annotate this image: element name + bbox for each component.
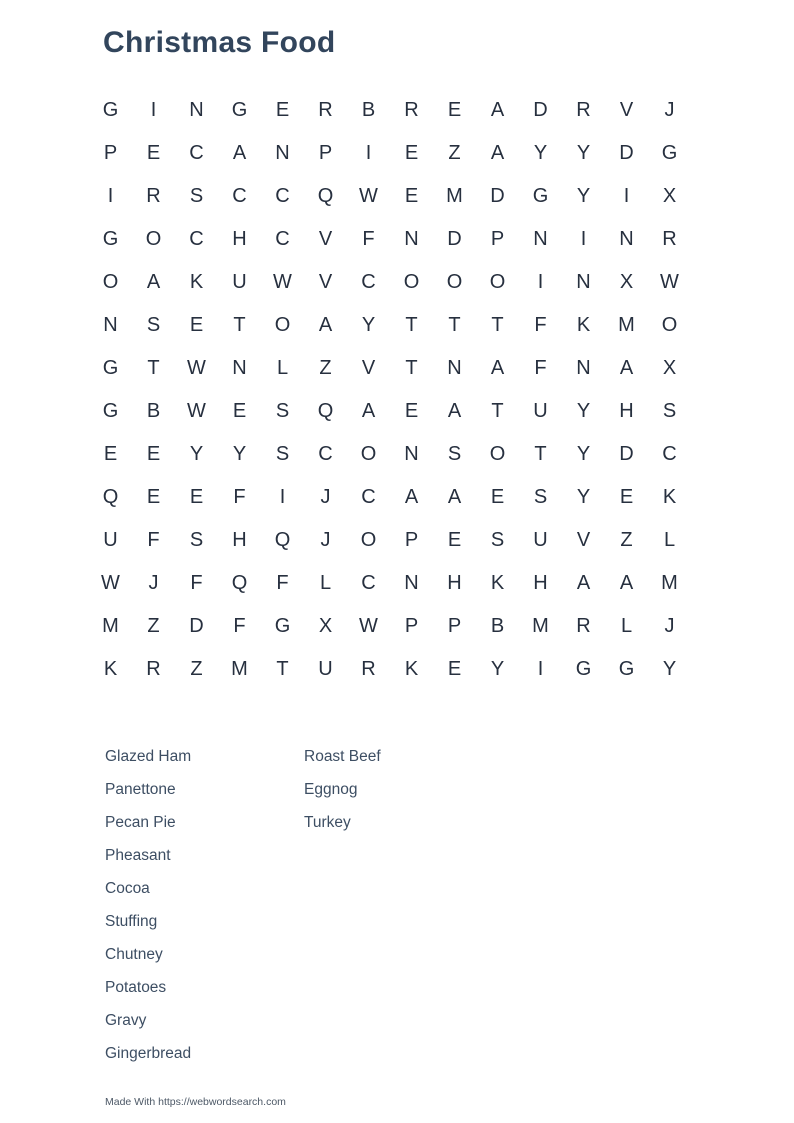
- word-list-item: Glazed Ham: [105, 747, 192, 765]
- grid-cell-r14-c14[interactable]: Y: [662, 658, 677, 680]
- grid-cell-r4-c5[interactable]: C: [275, 228, 290, 250]
- grid-cell-r13-c10[interactable]: B: [490, 615, 505, 637]
- grid-cell-r5-c8[interactable]: O: [403, 271, 420, 293]
- word-list-item: Eggnog: [304, 780, 358, 798]
- grid-cell-r6-c8[interactable]: T: [405, 314, 418, 336]
- grid-cell-r11-c5[interactable]: Q: [274, 529, 291, 551]
- grid-cell-r14-c4[interactable]: M: [231, 658, 248, 680]
- grid-cell-r9-c7[interactable]: O: [360, 443, 377, 465]
- grid-cell-r6-c6[interactable]: A: [318, 314, 333, 336]
- grid-cell-r4-c13[interactable]: N: [619, 228, 634, 250]
- grid-cell-r14-c7[interactable]: R: [361, 658, 376, 680]
- grid-cell-r13-c12[interactable]: R: [576, 615, 591, 637]
- grid-cell-r4-c2[interactable]: O: [145, 228, 162, 250]
- grid-cell-r7-c13[interactable]: A: [619, 357, 634, 379]
- grid-cell-r12-c2[interactable]: J: [148, 572, 159, 594]
- grid-cell-r13-c3[interactable]: D: [189, 615, 204, 637]
- grid-cell-r4-c11[interactable]: N: [533, 228, 548, 250]
- grid-cell-r10-c7[interactable]: C: [361, 486, 376, 508]
- grid-cell-r10-c1[interactable]: Q: [102, 486, 119, 508]
- grid-cell-r1-c8[interactable]: R: [404, 99, 419, 121]
- grid-cell-r6-c10[interactable]: T: [491, 314, 504, 336]
- grid-cell-r8-c9[interactable]: A: [447, 400, 462, 422]
- grid-cell-r14-c3[interactable]: Z: [190, 658, 203, 680]
- grid-cell-r14-c8[interactable]: K: [404, 658, 419, 680]
- grid-cell-r12-c9[interactable]: H: [447, 572, 462, 594]
- grid-cell-r5-c10[interactable]: O: [489, 271, 506, 293]
- grid-cell-r13-c2[interactable]: Z: [147, 615, 160, 637]
- grid-cell-r4-c8[interactable]: N: [404, 228, 419, 250]
- grid-cell-r6-c3[interactable]: E: [189, 314, 204, 336]
- grid-cell-r5-c13[interactable]: X: [619, 271, 634, 293]
- grid-cell-r11-c14[interactable]: L: [663, 529, 676, 551]
- grid-cell-r2-c11[interactable]: Y: [533, 142, 548, 164]
- grid-cell-r10-c12[interactable]: Y: [576, 486, 591, 508]
- grid-cell-r3-c5[interactable]: C: [275, 185, 290, 207]
- grid-cell-r13-c13[interactable]: L: [620, 615, 633, 637]
- grid-cell-r7-c11[interactable]: F: [534, 357, 547, 379]
- grid-cell-r11-c4[interactable]: H: [232, 529, 247, 551]
- grid-cell-r2-c14[interactable]: G: [661, 142, 678, 164]
- grid-cell-r11-c10[interactable]: S: [490, 529, 505, 551]
- grid-cell-r1-c14[interactable]: J: [664, 99, 675, 121]
- word-list-item: Roast Beef: [304, 747, 381, 765]
- grid-cell-r12-c11[interactable]: H: [533, 572, 548, 594]
- word-list-item: Turkey: [304, 813, 351, 831]
- grid-cell-r10-c6[interactable]: J: [320, 486, 331, 508]
- grid-cell-r5-c4[interactable]: U: [232, 271, 247, 293]
- grid-cell-r13-c5[interactable]: G: [274, 615, 291, 637]
- grid-cell-r5-c14[interactable]: W: [660, 271, 679, 293]
- grid-cell-r12-c7[interactable]: C: [361, 572, 376, 594]
- grid-cell-r12-c5[interactable]: F: [276, 572, 289, 594]
- grid-cell-r13-c4[interactable]: F: [233, 615, 246, 637]
- grid-cell-r1-c7[interactable]: B: [361, 99, 376, 121]
- word-list-item: Stuffing: [105, 912, 158, 930]
- grid-cell-r11-c1[interactable]: U: [103, 529, 118, 551]
- grid-cell-r10-c13[interactable]: E: [619, 486, 634, 508]
- grid-cell-r9-c1[interactable]: E: [103, 443, 118, 465]
- grid-cell-r11-c12[interactable]: V: [576, 529, 591, 551]
- grid-cell-r10-c11[interactable]: S: [533, 486, 548, 508]
- grid-cell-r9-c8[interactable]: N: [404, 443, 419, 465]
- grid-cell-r14-c5[interactable]: T: [276, 658, 289, 680]
- grid-cell-r5-c2[interactable]: A: [146, 271, 161, 293]
- grid-cell-r8-c5[interactable]: S: [275, 400, 290, 422]
- grid-cell-r1-c6[interactable]: R: [318, 99, 333, 121]
- grid-cell-r9-c3[interactable]: Y: [189, 443, 204, 465]
- grid-cell-r1-c4[interactable]: G: [231, 99, 248, 121]
- grid-cell-r9-c5[interactable]: S: [275, 443, 290, 465]
- grid-cell-r13-c14[interactable]: J: [664, 615, 675, 637]
- grid-cell-r5-c3[interactable]: K: [189, 271, 204, 293]
- grid-cell-r5-c11[interactable]: I: [537, 271, 544, 293]
- grid-cell-r11-c9[interactable]: E: [447, 529, 462, 551]
- grid-cell-r2-c10[interactable]: A: [490, 142, 505, 164]
- grid-cell-r14-c1[interactable]: K: [103, 658, 118, 680]
- grid-cell-r2-c13[interactable]: D: [619, 142, 634, 164]
- grid-cell-r8-c6[interactable]: Q: [317, 400, 334, 422]
- grid-cell-r8-c13[interactable]: H: [619, 400, 634, 422]
- grid-cell-r3-c13[interactable]: I: [623, 185, 630, 207]
- grid-cell-r2-c4[interactable]: A: [232, 142, 247, 164]
- grid-cell-r13-c6[interactable]: X: [318, 615, 333, 637]
- grid-cell-r7-c8[interactable]: T: [405, 357, 418, 379]
- grid-cell-r1-c12[interactable]: R: [576, 99, 591, 121]
- grid-cell-r7-c10[interactable]: A: [490, 357, 505, 379]
- grid-cell-r11-c2[interactable]: F: [147, 529, 160, 551]
- grid-cell-r4-c4[interactable]: H: [232, 228, 247, 250]
- grid-cell-r1-c11[interactable]: D: [533, 99, 548, 121]
- grid-cell-r7-c4[interactable]: N: [232, 357, 247, 379]
- grid-cell-r6-c11[interactable]: F: [534, 314, 547, 336]
- grid-cell-r8-c2[interactable]: B: [146, 400, 161, 422]
- grid-cell-r7-c2[interactable]: T: [147, 357, 160, 379]
- grid-cell-r2-c5[interactable]: N: [275, 142, 290, 164]
- grid-cell-r9-c13[interactable]: D: [619, 443, 634, 465]
- grid-cell-r2-c3[interactable]: C: [189, 142, 204, 164]
- grid-cell-r14-c13[interactable]: G: [618, 658, 635, 680]
- grid-cell-r12-c14[interactable]: M: [661, 572, 678, 594]
- grid-cell-r14-c12[interactable]: G: [575, 658, 592, 680]
- grid-cell-r10-c9[interactable]: A: [447, 486, 462, 508]
- grid-cell-r12-c10[interactable]: K: [490, 572, 505, 594]
- grid-cell-r10-c10[interactable]: E: [490, 486, 505, 508]
- grid-cell-r6-c2[interactable]: S: [146, 314, 161, 336]
- grid-cell-r5-c7[interactable]: C: [361, 271, 376, 293]
- grid-cell-r8-c11[interactable]: U: [533, 400, 548, 422]
- grid-cell-r10-c14[interactable]: K: [662, 486, 677, 508]
- grid-cell-r4-c7[interactable]: F: [362, 228, 375, 250]
- grid-cell-r12-c3[interactable]: F: [190, 572, 203, 594]
- grid-cell-r2-c9[interactable]: Z: [448, 142, 461, 164]
- grid-cell-r9-c4[interactable]: Y: [232, 443, 247, 465]
- grid-cell-r1-c5[interactable]: E: [275, 99, 290, 121]
- grid-cell-r6-c13[interactable]: M: [618, 314, 635, 336]
- word-list-item: Gingerbread: [105, 1044, 192, 1062]
- grid-cell-r3-c12[interactable]: Y: [576, 185, 591, 207]
- grid-cell-r7-c1[interactable]: G: [102, 357, 119, 379]
- grid-cell-r4-c9[interactable]: D: [447, 228, 462, 250]
- grid-cell-r6-c7[interactable]: Y: [361, 314, 376, 336]
- page-title: Christmas Food: [103, 26, 336, 59]
- grid-cell-r3-c2[interactable]: R: [146, 185, 161, 207]
- grid-cell-r4-c10[interactable]: P: [490, 228, 505, 250]
- grid-cell-r10-c3[interactable]: E: [189, 486, 204, 508]
- grid-cell-r11-c3[interactable]: S: [189, 529, 204, 551]
- word-list-column-2: [304, 740, 503, 1070]
- grid-cell-r5-c6[interactable]: V: [318, 271, 333, 293]
- grid-cell-r9-c2[interactable]: E: [146, 443, 161, 465]
- grid-cell-r3-c11[interactable]: G: [532, 185, 549, 207]
- grid-cell-r13-c1[interactable]: M: [102, 615, 119, 637]
- grid-cell-r7-c7[interactable]: V: [361, 357, 376, 379]
- word-list-item: Chutney: [105, 945, 163, 963]
- grid-cell-r12-c1[interactable]: W: [101, 572, 120, 594]
- grid-cell-r3-c7[interactable]: W: [359, 185, 378, 207]
- grid-cell-r1-c9[interactable]: E: [447, 99, 462, 121]
- word-list-item: Pecan Pie: [105, 813, 176, 831]
- word-list-item: Panettone: [105, 780, 176, 798]
- grid-cell-r8-c12[interactable]: Y: [576, 400, 591, 422]
- grid-cell-r3-c4[interactable]: C: [232, 185, 247, 207]
- grid-cell-r6-c9[interactable]: T: [448, 314, 461, 336]
- grid-cell-r11-c6[interactable]: J: [320, 529, 331, 551]
- grid-cell-r1-c3[interactable]: N: [189, 99, 204, 121]
- grid-cell-r14-c6[interactable]: U: [318, 658, 333, 680]
- grid-cell-r14-c2[interactable]: R: [146, 658, 161, 680]
- grid-cell-r4-c12[interactable]: I: [580, 228, 587, 250]
- grid-cell-r12-c13[interactable]: A: [619, 572, 634, 594]
- grid-cell-r9-c10[interactable]: O: [489, 443, 506, 465]
- grid-cell-r5-c12[interactable]: N: [576, 271, 591, 293]
- grid-cell-r12-c4[interactable]: Q: [231, 572, 248, 594]
- grid-cell-r13-c7[interactable]: W: [359, 615, 378, 637]
- grid-cell-r2-c8[interactable]: E: [404, 142, 419, 164]
- grid-cell-r4-c6[interactable]: V: [318, 228, 333, 250]
- grid-cell-r3-c9[interactable]: M: [446, 185, 463, 207]
- grid-cell-r6-c14[interactable]: O: [661, 314, 678, 336]
- grid-cell-r8-c10[interactable]: T: [491, 400, 504, 422]
- grid-cell-r2-c6[interactable]: P: [318, 142, 333, 164]
- grid-cell-r11-c13[interactable]: Z: [620, 529, 633, 551]
- grid-cell-r8-c14[interactable]: S: [662, 400, 677, 422]
- grid-cell-r9-c9[interactable]: S: [447, 443, 462, 465]
- word-list-item: Gravy: [105, 1011, 147, 1029]
- grid-cell-r4-c14[interactable]: R: [662, 228, 677, 250]
- grid-cell-r9-c14[interactable]: C: [662, 443, 677, 465]
- grid-cell-r6-c1[interactable]: N: [103, 314, 118, 336]
- grid-cell-r3-c10[interactable]: D: [490, 185, 505, 207]
- word-list-item: Pheasant: [105, 846, 171, 864]
- grid-cell-r12-c12[interactable]: A: [576, 572, 591, 594]
- grid-cell-r1-c2[interactable]: I: [150, 99, 157, 121]
- grid-cell-r11-c7[interactable]: O: [360, 529, 377, 551]
- word-list: [105, 740, 503, 1070]
- grid-cell-r7-c6[interactable]: Z: [319, 357, 332, 379]
- grid-cell-r8-c7[interactable]: A: [361, 400, 376, 422]
- grid-cell-r14-c9[interactable]: E: [447, 658, 462, 680]
- grid-cell-r6-c5[interactable]: O: [274, 314, 291, 336]
- grid-cell-r3-c8[interactable]: E: [404, 185, 419, 207]
- grid-cell-r10-c5[interactable]: I: [279, 486, 286, 508]
- grid-cell-r7-c12[interactable]: N: [576, 357, 591, 379]
- grid-cell-r12-c6[interactable]: L: [319, 572, 332, 594]
- grid-cell-r11-c8[interactable]: P: [404, 529, 419, 551]
- grid-cell-r13-c8[interactable]: P: [404, 615, 419, 637]
- grid-cell-r4-c3[interactable]: C: [189, 228, 204, 250]
- word-search-grid: [89, 89, 691, 691]
- grid-cell-r7-c9[interactable]: N: [447, 357, 462, 379]
- grid-cell-r5-c5[interactable]: W: [273, 271, 292, 293]
- grid-cell-r8-c3[interactable]: W: [187, 400, 206, 422]
- grid-cell-r9-c12[interactable]: Y: [576, 443, 591, 465]
- grid-cell-r13-c9[interactable]: P: [447, 615, 462, 637]
- attribution-text: Made With https://webwordsearch.com: [105, 1096, 286, 1108]
- grid-cell-r9-c6[interactable]: C: [318, 443, 333, 465]
- grid-cell-r7-c3[interactable]: W: [187, 357, 206, 379]
- grid-cell-r2-c2[interactable]: E: [146, 142, 161, 164]
- grid-cell-r5-c1[interactable]: O: [102, 271, 119, 293]
- grid-cell-r12-c8[interactable]: N: [404, 572, 419, 594]
- grid-cell-r9-c11[interactable]: T: [534, 443, 547, 465]
- grid-cell-r4-c1[interactable]: G: [102, 228, 119, 250]
- word-list-item: Potatoes: [105, 978, 167, 996]
- word-list-item: Cocoa: [105, 879, 150, 897]
- grid-cell-r11-c11[interactable]: U: [533, 529, 548, 551]
- grid-cell-r3-c3[interactable]: S: [189, 185, 204, 207]
- grid-cell-r1-c1[interactable]: G: [102, 99, 119, 121]
- grid-cell-r2-c12[interactable]: Y: [576, 142, 591, 164]
- grid-cell-r7-c5[interactable]: L: [276, 357, 289, 379]
- grid-cell-r3-c1[interactable]: I: [107, 185, 114, 207]
- grid-cell-r2-c7[interactable]: I: [365, 142, 372, 164]
- grid-cell-r8-c8[interactable]: E: [404, 400, 419, 422]
- grid-cell-r3-c14[interactable]: X: [662, 185, 677, 207]
- grid-cell-r14-c10[interactable]: Y: [490, 658, 505, 680]
- grid-cell-r6-c4[interactable]: T: [233, 314, 246, 336]
- grid-cell-r6-c12[interactable]: K: [576, 314, 591, 336]
- grid-cell-r10-c4[interactable]: F: [233, 486, 246, 508]
- grid-cell-r5-c9[interactable]: O: [446, 271, 463, 293]
- grid-cell-r1-c13[interactable]: V: [619, 99, 634, 121]
- word-list-column-1: [105, 740, 304, 1070]
- grid-cell-r10-c2[interactable]: E: [146, 486, 161, 508]
- grid-cell-r10-c8[interactable]: A: [404, 486, 419, 508]
- grid-cell-r8-c1[interactable]: G: [102, 400, 119, 422]
- grid-cell-r2-c1[interactable]: P: [103, 142, 118, 164]
- grid-cell-r14-c11[interactable]: I: [537, 658, 544, 680]
- grid-cell-r13-c11[interactable]: M: [532, 615, 549, 637]
- grid-cell-r7-c14[interactable]: X: [662, 357, 677, 379]
- grid-cell-r3-c6[interactable]: Q: [317, 185, 334, 207]
- grid-cell-r8-c4[interactable]: E: [232, 400, 247, 422]
- grid-cell-r1-c10[interactable]: A: [490, 99, 505, 121]
